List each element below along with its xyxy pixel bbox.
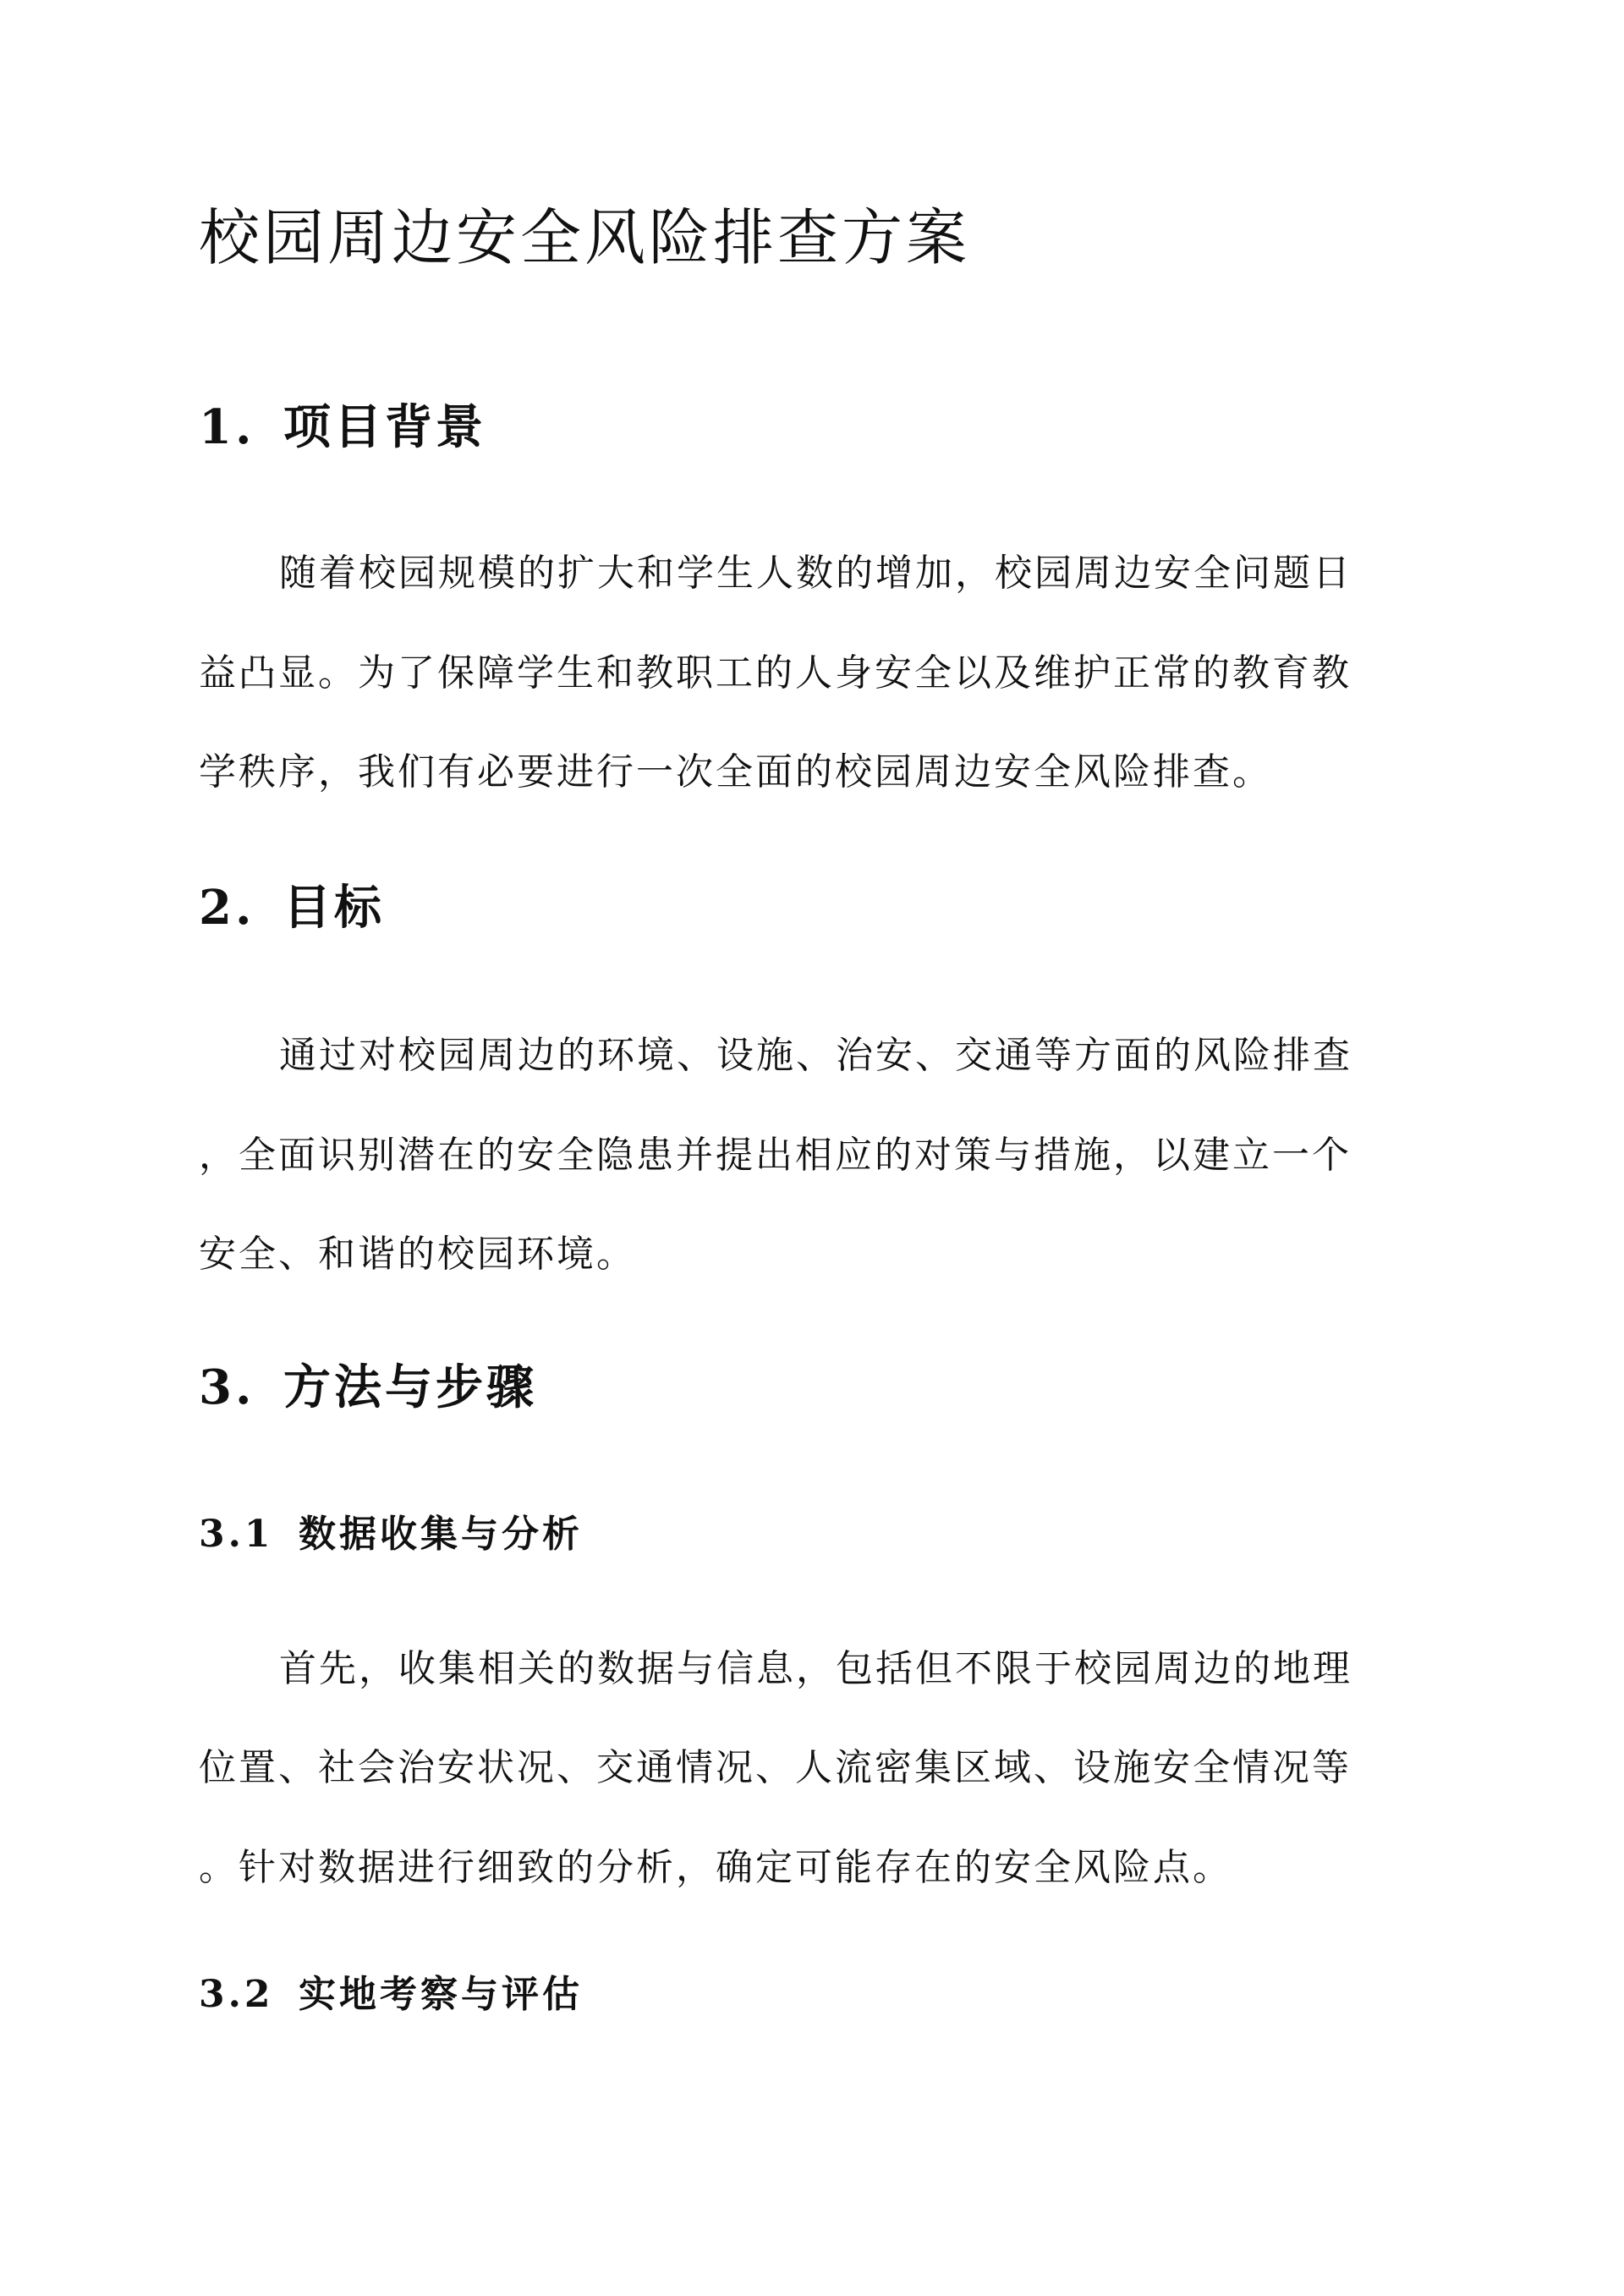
subsection-heading-3-1 xyxy=(199,1513,583,1557)
subsection-title: 实地考察与评估 xyxy=(299,1973,583,2016)
section-number: 1. xyxy=(199,399,255,455)
section-title: 方法与步骤 xyxy=(283,1359,537,1415)
paragraph-line: ，全面识别潜在的安全隐患并提出相应的对策与措施，以建立一个 xyxy=(199,1134,1352,1177)
section-number: 2. xyxy=(199,880,255,936)
section-heading-2 xyxy=(199,880,385,937)
paragraph-line: 安全、和谐的校园环境。 xyxy=(199,1233,636,1276)
section-number: 3. xyxy=(199,1359,255,1415)
subsection-heading-3-2 xyxy=(199,1973,583,2018)
paragraph-line: 位置、社会治安状况、交通情况、人流密集区域、设施安全情况等 xyxy=(199,1746,1352,1789)
section-title: 项目背景 xyxy=(283,399,486,455)
section-heading-3 xyxy=(199,1359,537,1416)
paragraph-line: 随着校园规模的扩大和学生人数的增加，校园周边安全问题日 xyxy=(279,552,1352,595)
subsection-number: 3.2 xyxy=(199,1973,274,2016)
section-title: 目标 xyxy=(283,880,385,936)
paragraph-line: 通过对校园周边的环境、设施、治安、交通等方面的风险排查 xyxy=(279,1034,1352,1077)
subsection-title: 数据收集与分析 xyxy=(299,1513,583,1556)
paragraph-line: 益凸显。为了保障学生和教职工的人身安全以及维护正常的教育教 xyxy=(199,651,1352,695)
paragraph-line: 首先，收集相关的数据与信息，包括但不限于校园周边的地理 xyxy=(279,1647,1352,1690)
subsection-number: 3.1 xyxy=(199,1513,274,1556)
paragraph-line: 。针对数据进行细致的分析，确定可能存在的安全风险点。 xyxy=(199,1846,1232,1889)
section-heading-1 xyxy=(199,399,486,456)
document-title: 校园周边安全风险排查方案 xyxy=(199,202,971,273)
paragraph-line: 学秩序，我们有必要进行一次全面的校园周边安全风险排查。 xyxy=(199,750,1272,794)
